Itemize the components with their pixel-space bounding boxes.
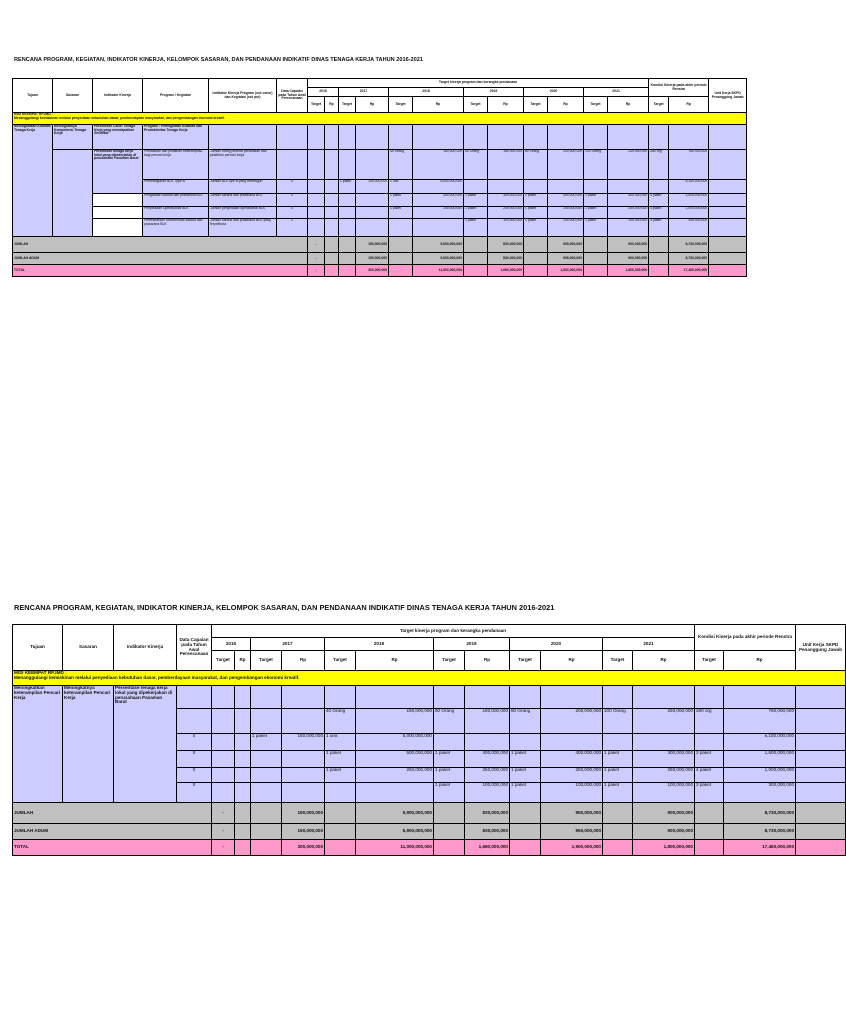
sub-rp: Rp xyxy=(608,97,649,113)
table-row xyxy=(13,207,747,219)
total-rp20: 1,900,000,000 xyxy=(548,265,584,277)
rp21: 300,000,000 xyxy=(608,194,649,207)
sub-target: Target xyxy=(308,97,325,113)
t16 xyxy=(308,180,325,194)
rpk: 780,000,000 xyxy=(669,150,709,180)
rp20: 100,000,000 xyxy=(541,783,603,803)
rp21: 100,000,000 xyxy=(608,219,649,237)
t21 xyxy=(603,734,633,751)
awal-cell: 0 xyxy=(277,194,308,207)
rp18: 250,000,000 xyxy=(413,207,464,219)
rp21: 100,000,000 xyxy=(633,783,695,803)
rpk: 1,000,000,000 xyxy=(669,207,709,219)
jumlah-adum-label: JUMLAH ADUM xyxy=(13,253,308,265)
t18: 1 unit xyxy=(389,180,413,194)
rp19: 100,000,000 xyxy=(465,783,510,803)
tujuan-cell: Meningkatkan keterampilan Pencari Kerja xyxy=(13,686,63,803)
rp18: 180,000,000 xyxy=(413,150,464,180)
table-row xyxy=(13,219,747,237)
total-rpk: 17,460,000,000 xyxy=(669,265,709,277)
adum-rp17: 150,000,000 xyxy=(282,824,325,840)
rp17 xyxy=(356,207,389,219)
sub-rp: Rp xyxy=(413,97,464,113)
rp19: 100,000,000 xyxy=(488,219,524,237)
awal-cell xyxy=(277,150,308,180)
rp20: 400,000,000 xyxy=(548,194,584,207)
sum-rpk: 8,730,000,000 xyxy=(669,237,709,253)
adum-rp21: 900,000,000 xyxy=(633,824,695,840)
sub-target: Target xyxy=(584,97,608,113)
jumlah-adum-label: JUMLAH ADUM xyxy=(13,824,212,840)
indikator-cell: Persentase Calon Tenaga Kerja yang mendapatkan Sertifikat xyxy=(93,125,143,150)
rp20: 100,000,000 xyxy=(548,219,584,237)
total-row xyxy=(13,265,747,277)
t17 xyxy=(251,709,282,734)
adum-rp21: 900,000,000 xyxy=(608,253,649,265)
rp17 xyxy=(282,709,325,734)
sum-rp20: 950,000,000 xyxy=(548,237,584,253)
sub-target: Target xyxy=(464,97,488,113)
budget-table-top xyxy=(12,78,747,277)
year-2018: 2018 xyxy=(389,88,464,97)
col-target-group: Target kinerja program dan kerangka pendanaan xyxy=(212,625,695,638)
t18 xyxy=(389,219,413,237)
jumlah-label: JUMLAH xyxy=(13,803,212,824)
rp21: 250,000,000 xyxy=(608,207,649,219)
awal-cell: 0 xyxy=(277,207,308,219)
rp17 xyxy=(282,751,325,768)
rp21 xyxy=(608,180,649,194)
total-row xyxy=(13,840,846,856)
t21: 100 Orang xyxy=(584,150,608,180)
dash-cell: - xyxy=(212,840,235,856)
awal-cell: 0 xyxy=(177,768,212,783)
t19 xyxy=(434,734,465,751)
rp20 xyxy=(541,734,603,751)
misi-row xyxy=(13,113,747,125)
year-2016: 2016 xyxy=(212,638,251,651)
total-rp17: 300,000,000 xyxy=(282,840,325,856)
indikator-cell: Persentase tenaga kerja lokal yang dipekerjakan di perusahaan Pasaman Barat xyxy=(114,686,177,803)
misi-text: Menanggulangi kemiskinan melalui penyediaan kebutuhan dasar, pemberdayaan masyarakat, dan pengembangan ekonomi kreatif. xyxy=(14,674,300,680)
rp17: 150,000,000 xyxy=(356,180,389,194)
year-2021: 2021 xyxy=(584,88,649,97)
indikator-kegiatan-cell: Jumlah penyediaan operasional BLK xyxy=(209,207,277,219)
sum-rp21: 900,000,000 xyxy=(608,237,649,253)
rp19: 180,000,000 xyxy=(465,709,510,734)
kegiatan-cell: Penyediaan Operasional BLK xyxy=(143,207,209,219)
total-rpk: 17,460,000,000 xyxy=(724,840,796,856)
t17 xyxy=(251,751,282,768)
year-2016: 2016 xyxy=(308,88,339,97)
rp18 xyxy=(413,219,464,237)
t20: 1 paket xyxy=(524,219,548,237)
total-label: TOTAL xyxy=(13,840,212,856)
rp19: 300,000,000 xyxy=(488,194,524,207)
indikator-kegiatan-cell: Jumlah sarana dan prasarana BLK xyxy=(209,194,277,207)
rp20: 200,000,000 xyxy=(548,150,584,180)
sasaran-cell: Meningkatnya keterampilan Pencari Kerja xyxy=(63,686,114,803)
rp19: 180,000,000 xyxy=(488,150,524,180)
dash-cell: - xyxy=(308,253,325,265)
kegiatan-cell: Pemeliharaan rutin/berkala sarana dan prasarana BLK xyxy=(143,219,209,237)
rp20: 250,000,000 xyxy=(541,768,603,783)
tk: 4 paket xyxy=(649,207,669,219)
rpk: 1,600,000,000 xyxy=(724,751,796,768)
rp18: 5,000,000,000 xyxy=(413,180,464,194)
t18 xyxy=(325,783,356,803)
rp19 xyxy=(465,734,510,751)
year-2020: 2020 xyxy=(524,88,584,97)
sum-rp19: 830,000,000 xyxy=(465,803,510,824)
sub-target: Target xyxy=(212,651,235,671)
adum-rpk: 8,730,000,000 xyxy=(669,253,709,265)
year-2017: 2017 xyxy=(339,88,389,97)
sub-target: Target xyxy=(339,97,356,113)
sub-rp: Rp xyxy=(465,651,510,671)
adum-rp18: 5,800,000,000 xyxy=(413,253,464,265)
dash-cell: - xyxy=(212,824,235,840)
t20 xyxy=(524,180,548,194)
col-kondisi: Kondisi Kinerja pada akhir periode Renstra xyxy=(649,79,709,97)
t21: 1 paket xyxy=(603,768,633,783)
sub-rp: Rp xyxy=(633,651,695,671)
t19: 1 paket xyxy=(434,751,465,768)
t18: 1 paket xyxy=(325,751,356,768)
rp20 xyxy=(548,180,584,194)
indikator-kegiatan-cell: Jumlah BLK tipe B yang terbangun xyxy=(209,180,277,194)
t18: 40 Orang xyxy=(325,709,356,734)
col-indikator: Indikator Kinerja xyxy=(114,625,177,671)
t17 xyxy=(251,783,282,803)
indikator-cell-2: Persentase tenaga kerja lokal yang dipekerjakan di perusahaan Pasaman Barat xyxy=(93,150,143,194)
t20: 1 paket xyxy=(510,783,541,803)
t17 xyxy=(339,219,356,237)
col-sasaran: Sasaran xyxy=(53,79,93,113)
t18: 1 paket xyxy=(389,194,413,207)
t19 xyxy=(464,180,488,194)
rp16 xyxy=(325,194,339,207)
dash-cell: - xyxy=(308,265,325,277)
t21: 1 paket xyxy=(584,219,608,237)
sub-target: Target xyxy=(524,97,548,113)
t17 xyxy=(251,768,282,783)
year-2021: 2021 xyxy=(603,638,695,651)
kegiatan-cell: Pendidikan dan pelatihan keterampilan bagi pencari kerja xyxy=(143,150,209,180)
rpk: 1,000,000,000 xyxy=(669,194,709,207)
rp18: 150,000,000 xyxy=(356,709,434,734)
rp19: 250,000,000 xyxy=(465,768,510,783)
tk: 3 paket xyxy=(649,219,669,237)
sub-rp: Rp xyxy=(724,651,796,671)
sub-rp: Rp xyxy=(325,97,339,113)
page-title-bottom: RENCANA PROGRAM, KEGIATAN, INDIKATOR KINERJA, KELOMPOK SASARAN, DAN PENDANAAN INDIKATIF DINAS TENAGA KERJA TAHUN 2016-2021 xyxy=(14,603,555,612)
sub-target: Target xyxy=(603,651,633,671)
page-title-top: RENCANA PROGRAM, KEGIATAN, INDIKATOR KINERJA, KELOMPOK SASARAN, DAN PENDANAAN INDIKATIF DINAS TENAGA KERJA TAHUN 2016-2021 xyxy=(14,57,423,63)
sub-rp: Rp xyxy=(488,97,524,113)
rpk: 5,150,000,000 xyxy=(669,180,709,194)
rpk: 5,150,000,000 xyxy=(724,734,796,751)
rp20: 250,000,000 xyxy=(548,207,584,219)
col-unit-kerja: Unit Kerja SKPD Penanggung Jawab xyxy=(709,79,747,113)
rp17: 150,000,000 xyxy=(282,734,325,751)
table-row xyxy=(13,194,747,207)
year-2019: 2019 xyxy=(434,638,510,651)
sub-target: Target xyxy=(510,651,541,671)
col-indikator-program: Indikator Kinerja Program (out come) dan Kegiatan (out put) xyxy=(209,79,277,113)
t19: 1 paket xyxy=(464,207,488,219)
tk xyxy=(649,180,669,194)
budget-table-bottom xyxy=(12,624,846,856)
sub-rp: Rp xyxy=(235,651,251,671)
rp20: 200,000,000 xyxy=(541,709,603,734)
tk: 3 paket xyxy=(695,751,724,768)
rp17 xyxy=(282,768,325,783)
rp16 xyxy=(325,219,339,237)
rp17 xyxy=(282,783,325,803)
rp16 xyxy=(325,150,339,180)
tk: 4 paket xyxy=(649,194,669,207)
rp18 xyxy=(356,783,434,803)
awal-cell: 0 xyxy=(177,734,212,751)
total-rp18: 11,600,000,000 xyxy=(413,265,464,277)
jumlah-row xyxy=(13,803,846,824)
adum-rp20: 950,000,000 xyxy=(541,824,603,840)
indikator-kegiatan-cell: Jumlah sarana dan prasarana BLK yang terpelihara xyxy=(209,219,277,237)
t19: 60 Orang xyxy=(434,709,465,734)
col-indikator: Indikator Kinerja xyxy=(93,79,143,113)
total-rp18: 11,000,000,000 xyxy=(356,840,434,856)
table-row xyxy=(13,150,747,180)
t20: 1 paket xyxy=(524,194,548,207)
year-2017: 2017 xyxy=(251,638,325,651)
t20: 1 paket xyxy=(510,768,541,783)
sub-rp: Rp xyxy=(669,97,709,113)
t20: 1 paket xyxy=(510,751,541,768)
sum-rp17: 150,000,000 xyxy=(282,803,325,824)
tk: 3 paket xyxy=(695,783,724,803)
rp19 xyxy=(488,180,524,194)
t17 xyxy=(339,207,356,219)
sum-rpk: 8,730,000,000 xyxy=(724,803,796,824)
awal-cell: 0 xyxy=(177,783,212,803)
adum-rp20: 950,000,000 xyxy=(548,253,584,265)
total-label: TOTAL xyxy=(13,265,308,277)
t17 xyxy=(339,150,356,180)
sub-rp: Rp xyxy=(356,651,434,671)
t17: 1 paket xyxy=(251,734,282,751)
rp21: 300,000,000 xyxy=(633,751,695,768)
col-data-capaian: Data Capaian pada Tahun Awal Perencanaan xyxy=(277,79,308,113)
t19: 1 paket xyxy=(464,219,488,237)
awal-cell: 0 xyxy=(177,751,212,768)
tk: 4 paket xyxy=(695,768,724,783)
jumlah-adum-row xyxy=(13,253,747,265)
tk: 280 org xyxy=(695,709,724,734)
sub-rp: Rp xyxy=(282,651,325,671)
t16 xyxy=(308,194,325,207)
sub-target: Target xyxy=(649,97,669,113)
t16 xyxy=(308,207,325,219)
col-target-group: Target kinerja program dan kerangka pendanaan xyxy=(308,79,649,88)
col-tujuan: Tujuan xyxy=(13,79,53,113)
t19: 60 Orang xyxy=(464,150,488,180)
t18: 1 unit xyxy=(325,734,356,751)
rp20: 400,000,000 xyxy=(541,751,603,768)
tk xyxy=(695,734,724,751)
t17 xyxy=(339,194,356,207)
sum-rp19: 830,000,000 xyxy=(488,237,524,253)
t17: 1 paket xyxy=(339,180,356,194)
rp21: 250,000,000 xyxy=(633,768,695,783)
t21: 1 paket xyxy=(603,751,633,768)
rp17 xyxy=(356,194,389,207)
adum-rp17: 150,000,000 xyxy=(356,253,389,265)
t19: 1 paket xyxy=(434,783,465,803)
sum-rp17: 150,000,000 xyxy=(356,237,389,253)
rpk: 1,000,000,000 xyxy=(724,768,796,783)
misi-text: Menanggulangi kemiskinan melalui penyediaan kebutuhan dasar, pemberdayaan masyarakat, dan pengembangan ekonomi kreatif. xyxy=(14,115,225,120)
year-2020: 2020 xyxy=(510,638,603,651)
t18: 40 Orang xyxy=(389,150,413,180)
t16 xyxy=(308,150,325,180)
awal-cell xyxy=(177,709,212,734)
col-tujuan: Tujuan xyxy=(13,625,63,671)
rp21: 250,000,000 xyxy=(608,150,649,180)
total-rp19: 1,660,000,000 xyxy=(488,265,524,277)
t21: 100 Orang xyxy=(603,709,633,734)
t18: 1 paket xyxy=(325,768,356,783)
sub-target: Target xyxy=(251,651,282,671)
t20: 80 Orang xyxy=(524,150,548,180)
rpk: 300,000,000 xyxy=(669,219,709,237)
rp19: 250,000,000 xyxy=(488,207,524,219)
tujuan-cell: Meningkatkan Kualitas Tenaga Kerja xyxy=(13,125,53,237)
t21 xyxy=(584,180,608,194)
t20 xyxy=(510,734,541,751)
total-rp19: 1,660,000,000 xyxy=(465,840,510,856)
t19: 1 paket xyxy=(434,768,465,783)
total-rp21: 1,800,000,000 xyxy=(633,840,695,856)
col-program: Program / Kegiatan xyxy=(143,79,209,113)
rp21 xyxy=(633,734,695,751)
sum-rp18: 5,900,000,000 xyxy=(356,803,434,824)
sub-target: Target xyxy=(325,651,356,671)
t18: 1 paket xyxy=(389,207,413,219)
adum-rpk: 8,730,000,000 xyxy=(724,824,796,840)
rp18: 5,000,000,000 xyxy=(356,734,434,751)
rp17 xyxy=(356,150,389,180)
rp18: 300,000,000 xyxy=(413,194,464,207)
year-2019: 2019 xyxy=(464,88,524,97)
jumlah-adum-row xyxy=(13,824,846,840)
indikator-kegiatan-cell: Jumlah orang peserta pendidikan dan pelatihan pencari kerja xyxy=(209,150,277,180)
sub-target: Target xyxy=(434,651,465,671)
t21: 1 paket xyxy=(584,207,608,219)
adum-rp19: 830,000,000 xyxy=(465,824,510,840)
misi-label: MISI KEEMPAT RPJMD : xyxy=(14,670,67,675)
total-rp21: 1,800,000,000 xyxy=(608,265,649,277)
t21: 1 paket xyxy=(603,783,633,803)
adum-rp18: 5,900,000,000 xyxy=(356,824,434,840)
sum-rp21: 900,000,000 xyxy=(633,803,695,824)
sasaran-cell: Meningkatnya Kompetensi Tenaga Kerja xyxy=(53,125,93,150)
dash-cell: - xyxy=(212,803,235,824)
total-rp17: 300,000,000 xyxy=(356,265,389,277)
kegiatan-cell: Pembangunan BLK Type B xyxy=(143,180,209,194)
jumlah-label: JUMLAH xyxy=(13,237,308,253)
rp17 xyxy=(356,219,389,237)
misi-label: MISI KEEMPAT RPJMD : xyxy=(14,112,53,116)
awal-cell: 0 xyxy=(277,219,308,237)
sum-rp18: 5,800,000,000 xyxy=(413,237,464,253)
col-sasaran: Sasaran xyxy=(63,625,114,671)
sub-rp: Rp xyxy=(356,97,389,113)
sum-rp20: 950,000,000 xyxy=(541,803,603,824)
rp16 xyxy=(325,207,339,219)
dash-cell: - xyxy=(308,237,325,253)
col-kondisi: Kondisi Kinerja pada akhir periode Renstra xyxy=(695,625,796,651)
adum-rp19: 830,000,000 xyxy=(488,253,524,265)
rp19: 400,000,000 xyxy=(465,751,510,768)
tk: 280 org xyxy=(649,150,669,180)
rp18: 250,000,000 xyxy=(356,768,434,783)
col-unit-kerja: Unit Kerja SKPD Penanggung Jawab xyxy=(796,625,846,671)
t20: 80 Orang xyxy=(510,709,541,734)
awal-cell: 0 xyxy=(277,180,308,194)
t21: 1 paket xyxy=(584,194,608,207)
kegiatan-cell: Pengadaan sarana dan prasarana BLK xyxy=(143,194,209,207)
t16 xyxy=(308,219,325,237)
rpk: 780,000,000 xyxy=(724,709,796,734)
t19: 1 paket xyxy=(464,194,488,207)
sub-rp: Rp xyxy=(548,97,584,113)
col-data-capaian: Data Capaian pada Tahun Awal Perencanaan xyxy=(177,625,212,671)
t20: 1 paket xyxy=(524,207,548,219)
sub-target: Target xyxy=(695,651,724,671)
jumlah-row xyxy=(13,237,747,253)
program-cell: Program : Peningkatan Kualitas dan Produktivitas Tenaga Kerja xyxy=(143,125,209,150)
rp21: 250,000,000 xyxy=(633,709,695,734)
sub-rp: Rp xyxy=(541,651,603,671)
sub-target: Target xyxy=(389,97,413,113)
rp16 xyxy=(325,180,339,194)
total-rp20: 1,900,000,000 xyxy=(541,840,603,856)
year-2018: 2018 xyxy=(325,638,434,651)
misi-row xyxy=(13,671,846,686)
rpk: 300,000,000 xyxy=(724,783,796,803)
rp18: 500,000,000 xyxy=(356,751,434,768)
